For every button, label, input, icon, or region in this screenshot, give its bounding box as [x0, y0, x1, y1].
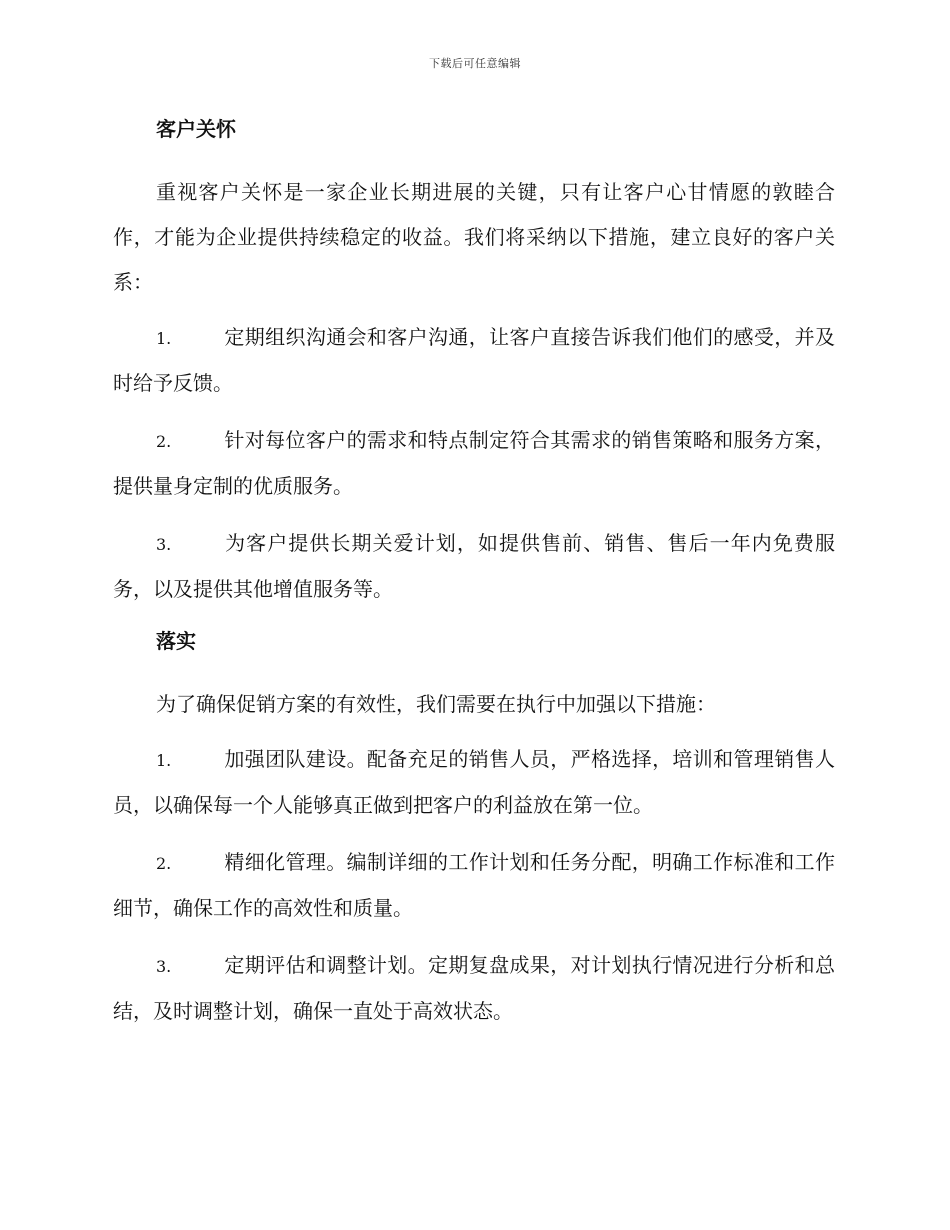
list-number: 1. — [156, 751, 172, 770]
list-number: 2. — [156, 432, 172, 451]
document-body — [113, 112, 835, 1046]
section-heading-care: 客户关怀 — [156, 117, 236, 141]
list-text: 加强团队建设。配备充足的销售人员，严格选择，培训和管理销售人员，以确保每一个人能够真正做到把客户的利益放在第一位。 — [113, 747, 835, 817]
list-number: 3. — [156, 957, 172, 976]
section-intro-implement: 为了确保促销方案的有效性，我们需要在执行中加强以下措施： — [156, 692, 716, 716]
list-number: 3. — [156, 535, 172, 554]
list-item — [113, 943, 835, 1034]
header-note: 下载后可任意编辑 — [429, 57, 521, 70]
list-item — [113, 418, 835, 509]
section-heading-implement: 落实 — [156, 629, 196, 653]
list-item — [113, 315, 835, 406]
section-intro-care: 重视客户关怀是一家企业长期进展的关键，只有让客户心甘情愿的敦睦合作，才能为企业提供持续稳定的收益。我们将采纳以下措施，建立良好的客户关系： — [113, 180, 835, 294]
list-item — [113, 521, 835, 612]
list-text: 定期评估和调整计划。定期复盘成果，对计划执行情况进行分析和总结，及时调整计划，确保一直处于高效状态。 — [113, 953, 835, 1023]
list-text: 针对每位客户的需求和特点制定符合其需求的销售策略和服务方案，提供量身定制的优质服务。 — [113, 428, 835, 498]
list-item — [113, 840, 835, 931]
list-text: 为客户提供长期关爱计划，如提供售前、销售、售后一年内免费服务，以及提供其他增值服务等。 — [113, 531, 835, 601]
list-text: 定期组织沟通会和客户沟通，让客户直接告诉我们他们的感受，并及时给予反馈。 — [113, 325, 835, 395]
list-item — [113, 737, 835, 828]
list-number: 2. — [156, 854, 172, 873]
list-number: 1. — [156, 329, 172, 348]
list-text: 精细化管理。编制详细的工作计划和任务分配，明确工作标准和工作细节，确保工作的高效性和质量。 — [113, 850, 835, 920]
